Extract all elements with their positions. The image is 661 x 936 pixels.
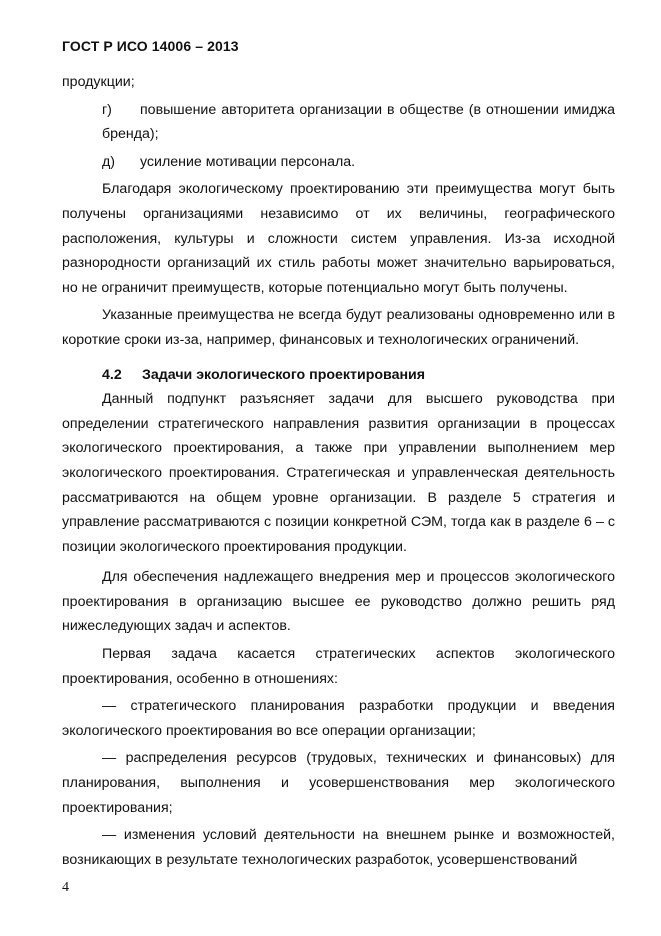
dash-item-planning: — стратегического планирования разработки продукции и введения экологического проектирования во все операции организации; <box>62 698 615 739</box>
document-body <box>62 70 615 872</box>
list-item-d <box>62 150 615 175</box>
document-header: ГОСТ Р ИСО 14006 – 2013 <box>62 38 239 54</box>
paragraph-first-task: Первая задача касается стратегических аспектов экологического проектирования, особенно в отношениях: <box>62 646 615 687</box>
section-heading <box>62 363 615 388</box>
dash-item-resources: — распределения ресурсов (трудовых, технических и финансовых) для планирования, выполнения и усовершенствования мер экологического проектирования; <box>62 750 615 816</box>
page-number: 4 <box>62 880 69 895</box>
list-item-text: повышение авторитета организации в обществе (в отношении имиджа бренда); <box>102 101 615 143</box>
dash-item-market: — изменения условий деятельности на внешнем рынке и возможностей, возникающих в результате технологических разработок, усовершенствований <box>62 827 615 868</box>
paragraph-subsection-intro: Данный подпункт разъясняет задачи для высшего руководства при определении стратегического направления развития организации в процессах экологического проектирования, а также при управлении выполнением мер экологического проектирования. Стратегическая и управленческая деятельность рассматриваются на общем уровне организации. В разделе 5 стратегия и управление рассматриваются с позиции конкретной СЭМ, тогда как в разделе 6 – с позиции экологического проектирования продукции. <box>62 391 615 555</box>
list-marker: д) <box>102 153 116 170</box>
paragraph-implementation: Для обеспечения надлежащего внедрения мер и процессов экологического проектирования в организацию высшее ее руководство должно решить ряд нижеследующих задач и аспектов. <box>62 569 615 635</box>
paragraph-limitations: Указанные преимущества не всегда будут реализованы одновременно или в короткие сроки из-за, например, финансовых и технологических ограничений. <box>62 307 615 348</box>
list-marker: г) <box>102 101 112 118</box>
paragraph-benefits: Благодаря экологическому проектированию эти преимущества могут быть получены организациями независимо от их величины, географического расположения, культуры и сложности систем управления. Из-за исходной разнородности организаций их стиль работы может значительно варьироваться, но не ограничит преимуществ, которые потенциально могут быть получены. <box>62 181 615 296</box>
list-item-text: усиление мотивации персонала. <box>140 153 356 170</box>
list-item-g <box>62 98 615 147</box>
paragraph-continuation: продукции; <box>62 74 135 90</box>
section-number: 4.2 <box>102 366 122 383</box>
section-title: Задачи экологического проектирования <box>142 366 426 383</box>
